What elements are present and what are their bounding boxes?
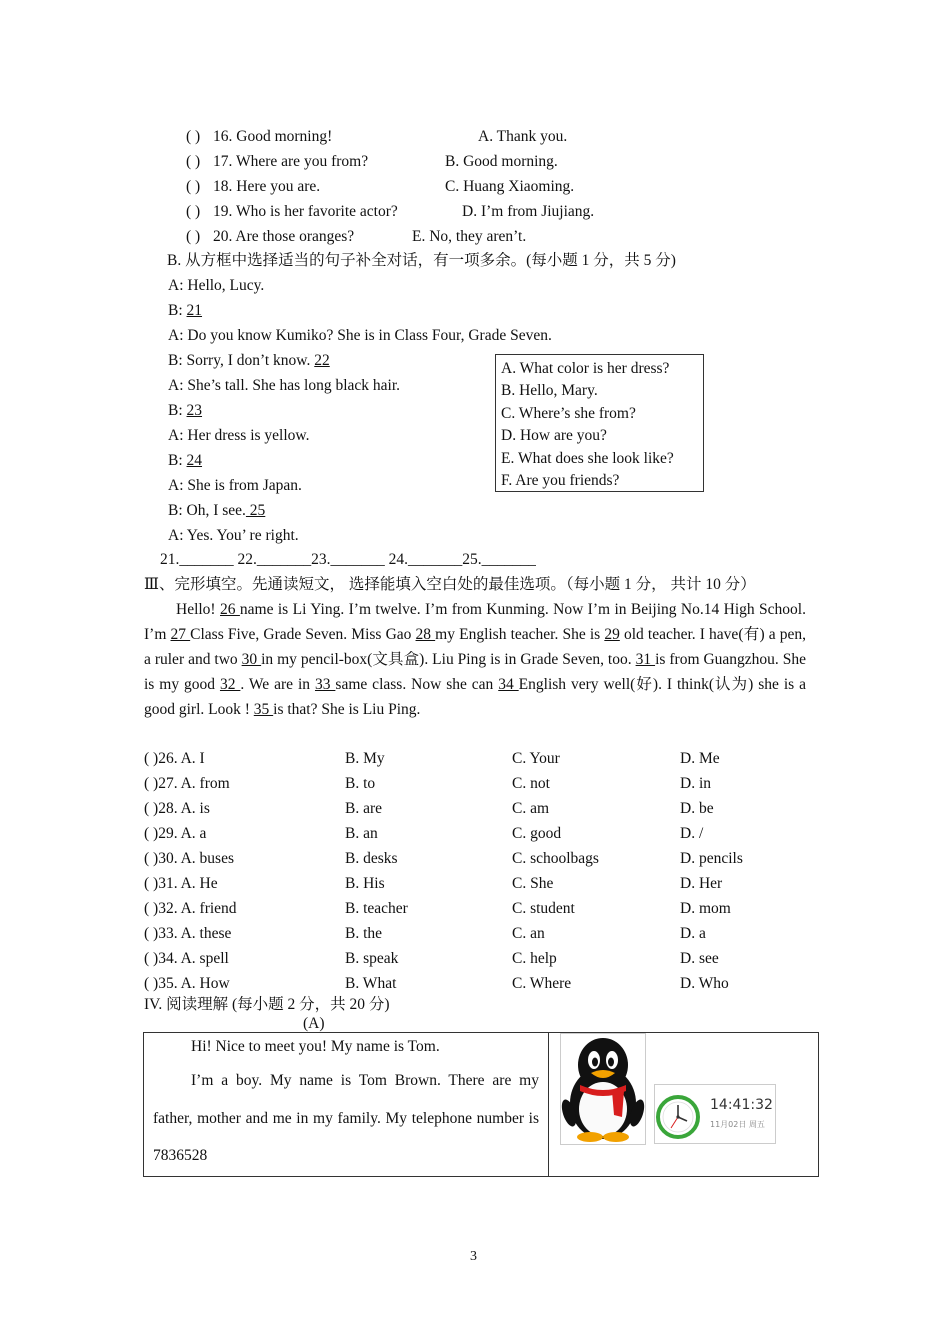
box-option: F. Are you friends? — [501, 472, 620, 490]
option-c: C. an — [512, 925, 545, 942]
option-d: D. see — [680, 950, 719, 967]
cloze-question-stem — [144, 849, 234, 869]
dialog-text: B: Sorry, I don’t know. — [168, 352, 315, 369]
answer-paren: ( ) — [144, 775, 159, 792]
option-c: C. student — [512, 900, 575, 917]
option-c: C. not — [512, 775, 550, 792]
option-c: C. She — [512, 875, 554, 892]
option-a: A. I — [180, 750, 205, 767]
cloze-blank: 28 — [415, 626, 436, 643]
clock-icon — [654, 1084, 776, 1144]
question-number: 35. — [158, 975, 178, 992]
section-iv-heading: IV. 阅读理解 (每小题 2 分，共 20 分) — [144, 996, 390, 1013]
box-option: A. What color is her dress? — [501, 360, 670, 377]
match-paren: ( ) — [186, 203, 201, 220]
dialog-text: B: Oh, I see. — [168, 502, 246, 519]
question-number: 32. — [158, 900, 178, 917]
penguin-icon — [560, 1033, 646, 1145]
box-option: D. How are you? — [501, 427, 607, 445]
clock-time: 14:41:32 — [710, 1097, 773, 1113]
dialog-blank: 22 — [314, 352, 330, 369]
passage-text: in my pencil-box(文具盒). Liu Ping is in Grade Seven, too. — [261, 651, 636, 668]
option-b: B. an — [345, 825, 378, 842]
question-number: 28. — [158, 800, 178, 817]
option-a: A. a — [180, 825, 207, 842]
cloze-question-stem — [144, 949, 229, 969]
match-question: 16. Good morning! — [213, 128, 333, 145]
clock-date: 11月02日 周五 — [710, 1120, 765, 1129]
dialog-blank: 25 — [245, 502, 266, 519]
cloze-blank: 27 — [170, 626, 191, 643]
dialog-text: A: She’s tall. She has long black hair. — [168, 377, 401, 394]
page-number: 3 — [470, 1249, 477, 1264]
cloze-question-stem — [144, 774, 230, 794]
option-a: A. friend — [180, 900, 237, 917]
option-d: D. Her — [680, 875, 723, 892]
option-d: D. be — [680, 800, 714, 817]
dialog-text: B: — [168, 302, 187, 319]
cloze-question-stem — [144, 899, 237, 919]
passage-text: English very well(好). I think(认为) she is a good girl. Look ! — [144, 676, 807, 718]
section-b-heading: B. 从方框中选择适当的句子补全对话，有一项多余。(每小题 1 分，共 5 分) — [167, 252, 676, 269]
match-answer: B. Good morning. — [445, 153, 558, 170]
question-number: 29. — [158, 825, 178, 842]
question-number: 31. — [158, 875, 178, 892]
dialog-line — [168, 501, 265, 521]
answer-paren: ( ) — [144, 925, 159, 942]
option-c: C. schoolbags — [512, 850, 599, 867]
cloze-question-stem — [144, 799, 210, 819]
cloze-question-stem — [144, 749, 205, 769]
cloze-blank: 33 — [314, 676, 336, 693]
dialog-text: A: Her dress is yellow. — [168, 427, 310, 444]
passage-text: my English teacher. She is — [435, 626, 605, 643]
option-c: C. Your — [512, 750, 560, 767]
dialog-text: A: Yes. You’ re right. — [168, 527, 299, 544]
dialog-line — [168, 376, 400, 396]
passage-a-label: (A) — [303, 1015, 325, 1032]
option-d: D. / — [680, 825, 704, 842]
question-number: 27. — [158, 775, 178, 792]
answer-paren: ( ) — [144, 800, 159, 817]
answer-paren: ( ) — [144, 825, 159, 842]
passage-text: old teacher. I have(有) a pen, a ruler and two — [144, 626, 807, 668]
option-b: B. desks — [345, 850, 398, 867]
option-c: C. am — [512, 800, 550, 817]
match-answer: C. Huang Xiaoming. — [445, 178, 575, 195]
question-number: 30. — [158, 850, 178, 867]
match-answer: A. Thank you. — [478, 128, 568, 145]
cloze-question-stem — [144, 824, 206, 844]
option-b: B. His — [345, 875, 385, 892]
option-d: D. Me — [680, 750, 720, 767]
dialog-text: B: — [168, 452, 187, 469]
question-number: 34. — [158, 950, 178, 967]
option-a: A. is — [180, 800, 210, 817]
dialog-line — [168, 426, 309, 446]
cloze-blank: 29 — [604, 626, 620, 643]
option-b: B. speak — [345, 950, 399, 967]
cloze-blank: 26 — [220, 601, 240, 618]
option-b: B. My — [345, 750, 385, 767]
passage-text: is that? She is Liu Ping. — [273, 701, 421, 718]
answer-paren: ( ) — [144, 875, 159, 892]
answer-paren: ( ) — [144, 850, 159, 867]
option-b: B. are — [345, 800, 383, 817]
dialog-text: A: Do you know Kumiko? She is in Class Four, Grade Seven. — [168, 327, 552, 344]
option-b: B. to — [345, 775, 376, 792]
table-divider — [548, 1033, 549, 1176]
question-number: 33. — [158, 925, 178, 942]
match-paren: ( ) — [186, 228, 201, 245]
option-a: A. How — [180, 975, 230, 992]
option-a: A. from — [180, 775, 230, 792]
option-b: B. teacher — [345, 900, 408, 917]
options-box — [495, 354, 704, 492]
answer-paren: ( ) — [144, 950, 159, 967]
box-option: E. What does she look like? — [501, 449, 674, 467]
option-d: D. mom — [680, 900, 731, 917]
answer-paren: ( ) — [144, 750, 159, 767]
option-a: A. buses — [180, 850, 234, 867]
cloze-question-stem — [144, 924, 231, 944]
cloze-blank: 35 — [253, 701, 274, 718]
match-question: 18. Here you are. — [213, 178, 321, 195]
match-paren: ( ) — [186, 178, 201, 195]
match-answer: E. No, they aren’t. — [412, 228, 527, 245]
dialog-line — [168, 276, 264, 296]
passage-text: . We are in — [240, 676, 315, 693]
answer-line: 21._______ 22._______23._______ 24._______25._______ — [160, 551, 536, 568]
cloze-blank: 34 — [498, 676, 519, 693]
passage-text: name is Li Ying. I’m twelve. I’m from Kunming. Now I’m in Beijing No.14 High School. I’m — [144, 601, 806, 643]
answer-paren: ( ) — [144, 975, 159, 992]
option-b: B. the — [345, 925, 383, 942]
option-d: D. Who — [680, 975, 729, 992]
option-c: C. Where — [512, 975, 572, 992]
dialog-line — [168, 301, 202, 321]
option-d: D. pencils — [680, 850, 743, 867]
match-paren: ( ) — [186, 153, 201, 170]
dialog-line — [168, 451, 202, 471]
cloze-question-stem — [144, 874, 218, 894]
answer-paren: ( ) — [144, 900, 159, 917]
passage-text: Hello! — [176, 601, 220, 618]
dialog-line — [168, 401, 202, 421]
cloze-blank: 30 — [241, 651, 262, 668]
option-a: A. spell — [180, 950, 229, 967]
match-question: 19. Who is her favorite actor? — [213, 203, 398, 220]
option-c: C. help — [512, 950, 557, 967]
dialog-line — [168, 326, 552, 346]
question-number: 26. — [158, 750, 178, 767]
dialog-blank: 23 — [186, 402, 203, 419]
dialog-blank: 24 — [186, 452, 203, 469]
cloze-blank: 31 — [635, 651, 656, 668]
match-answer: D. I’m from Jiujiang. — [462, 203, 595, 220]
option-b: B. What — [345, 975, 397, 992]
option-a: A. He — [180, 875, 218, 892]
reading-intro: Hi! Nice to meet you! My name is Tom. — [191, 1038, 440, 1055]
reading-table — [143, 1032, 819, 1177]
passage-text: same class. Now she can — [335, 676, 499, 693]
box-option: B. Hello, Mary. — [501, 382, 598, 400]
reading-text: I’m a boy. My name is Tom Brown. There are my father, mother and me in my family. My telephone number is 7836528 — [153, 1072, 539, 1164]
option-d: D. in — [680, 775, 711, 792]
passage-text: Class Five, Grade Seven. Miss Gao — [190, 626, 416, 643]
dialog-text: A: Hello, Lucy. — [168, 277, 265, 294]
match-question: 20. Are those oranges? — [213, 228, 355, 245]
match-question: 17. Where are you from? — [213, 153, 369, 170]
dialog-line — [168, 476, 302, 496]
dialog-line — [168, 351, 330, 371]
option-a: A. these — [180, 925, 232, 942]
cloze-blank: 32 — [219, 676, 241, 693]
dialog-blank: 21 — [186, 302, 203, 319]
dialog-text: B: — [168, 402, 187, 419]
cloze-passage — [144, 597, 806, 722]
passage-text: is from Guangzhou. She is my good — [144, 651, 807, 693]
cloze-question-stem — [144, 974, 230, 994]
box-option: C. Where’s she from? — [501, 404, 636, 422]
section-iii-heading: Ⅲ、完形填空。先通读短文， 选择能填入空白处的最佳选项。（每小题 1 分， 共计 10 分） — [144, 576, 756, 593]
option-d: D. a — [680, 925, 706, 942]
dialog-text: A: She is from Japan. — [168, 477, 302, 494]
dialog-line — [168, 526, 299, 546]
option-c: C. good — [512, 825, 562, 842]
match-paren: ( ) — [186, 128, 201, 145]
